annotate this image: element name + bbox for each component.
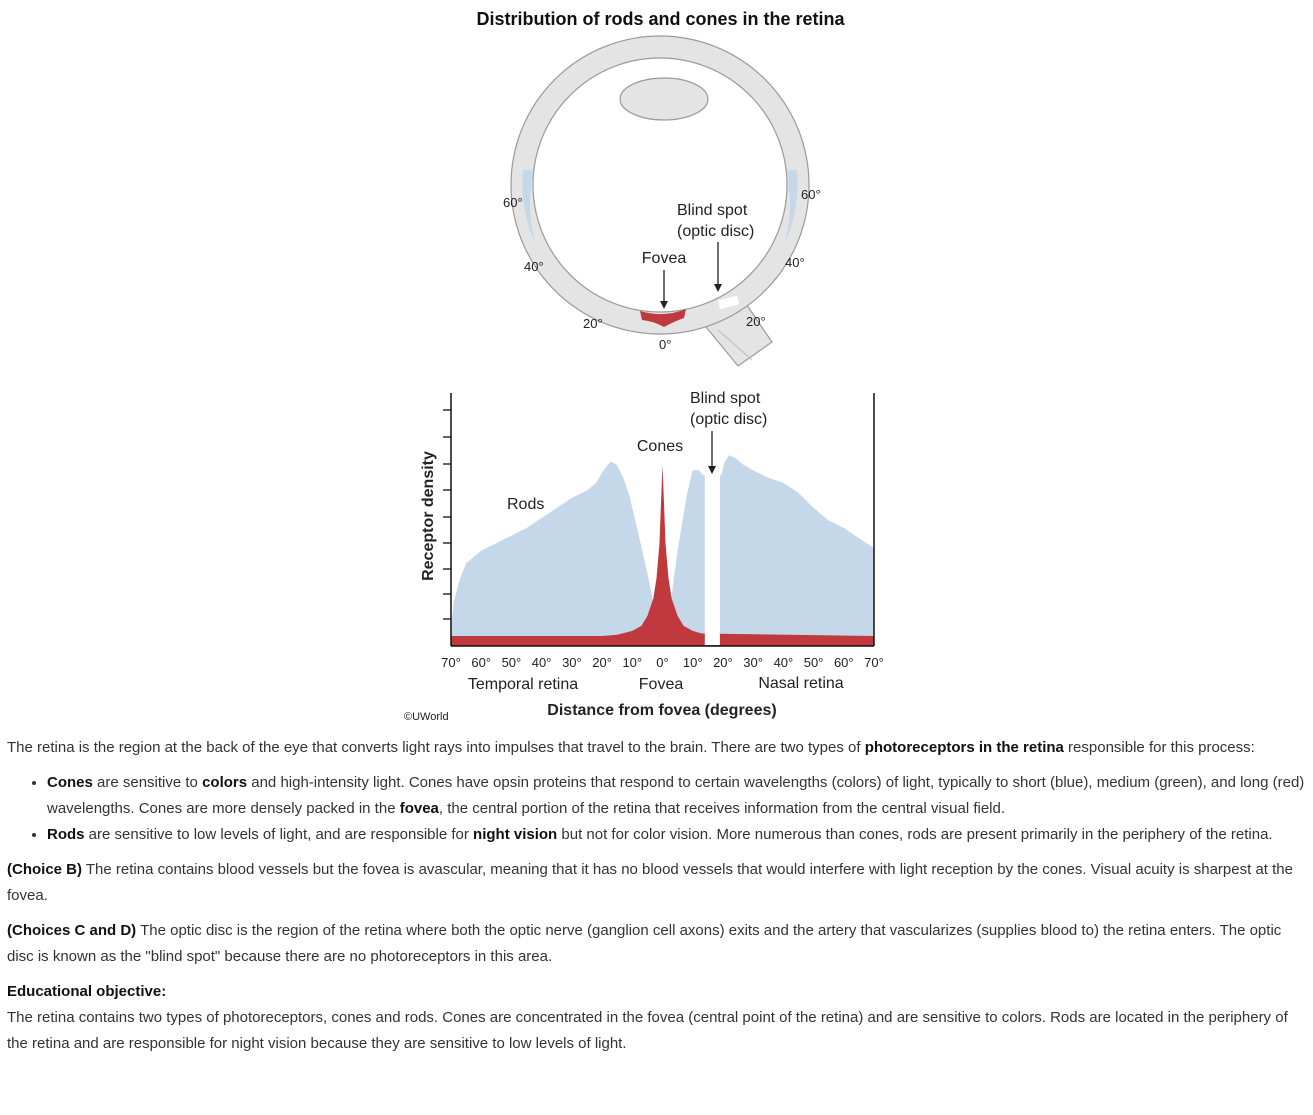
x-tick-label: 20° <box>592 655 612 670</box>
copyright-text: ©UWorld <box>404 711 449 723</box>
emphasis-text: (Choices C and D) <box>7 922 137 939</box>
x-tick-label: 30° <box>743 655 763 670</box>
emphasis-text: colors <box>202 774 248 791</box>
educational-objective-text: The retina contains two types of photoreceptors, cones and rods. Cones are concentrated in the fovea (central point of the retina) and are sensitive to colors. Rods are located in the periphery of the retina and are responsible for night vision because they are sensitive to low levels of light. <box>7 1009 1288 1052</box>
angle-right-40: 40° <box>785 255 805 270</box>
x-tick-label: 10° <box>622 655 643 670</box>
choice-cd-paragraph <box>7 918 1311 970</box>
angle-right-20: 20° <box>746 314 766 329</box>
x-tick-label: 50° <box>501 655 522 670</box>
x-axis-title: Distance from fovea (degrees) <box>547 702 777 719</box>
figure-title: Distribution of rods and cones in the retina <box>476 9 845 29</box>
region-label-nasal: Nasal retina <box>758 675 844 692</box>
x-tick-label: 70° <box>441 655 461 670</box>
emphasis-text: fovea <box>399 800 439 817</box>
x-tick-label: 40° <box>773 655 794 670</box>
body-text: are sensitive to <box>92 774 203 791</box>
educational-objective-heading: Educational objective: <box>7 983 167 1000</box>
lens <box>620 78 708 120</box>
x-tick-label: 60° <box>833 655 854 670</box>
eye-diagram <box>503 36 821 366</box>
emphasis-text: (Choice B) <box>7 861 82 878</box>
body-text: The retina contains blood vessels but the fovea is avascular, meaning that it has no blood vessels that would interfere with light reception by the cones. Visual acuity is sharpest at the fovea. <box>7 861 1293 904</box>
body-text: The retina is the region at the back of the eye that converts light rays into impulses that travel to the brain. There are two types of <box>7 739 865 756</box>
angle-left-40: 40° <box>524 259 544 274</box>
angle-left-20: 20° <box>583 316 603 331</box>
body-text: responsible for this process: <box>1063 739 1255 756</box>
chart-blind-spot-label: Blind spot <box>690 390 761 407</box>
chart-optic-disc-label: (optic disc) <box>690 411 768 428</box>
emphasis-text: night vision <box>473 826 558 843</box>
eye-fovea-label: Fovea <box>641 250 687 267</box>
rods-series-label: Rods <box>507 496 545 513</box>
x-tick-label: 20° <box>713 655 733 670</box>
x-tick-label: 10° <box>682 655 703 670</box>
x-tick-label: 70° <box>864 655 884 670</box>
angle-center-0: 0° <box>659 337 672 352</box>
eye-optic-disc-label: (optic disc) <box>677 223 755 240</box>
body-text: are sensitive to low levels of light, and are responsible for <box>84 826 474 843</box>
angle-right-60: 60° <box>801 187 821 202</box>
x-tick-label: 40° <box>531 655 552 670</box>
cones-series-label: Cones <box>636 438 684 455</box>
blind-spot-gap <box>705 390 720 645</box>
y-axis-title: Receptor density <box>420 451 437 581</box>
x-tick-label: 30° <box>562 655 582 670</box>
intro-paragraph <box>7 735 1311 761</box>
angle-left-60: 60° <box>503 195 523 210</box>
body-text: , the central portion of the retina that receives information from the central visual field. <box>438 800 1006 817</box>
eye-blind-spot-label: Blind spot <box>677 202 748 219</box>
emphasis-text: photoreceptors in the retina <box>864 739 1064 756</box>
x-tick-label: 0° <box>656 655 669 670</box>
body-text: The optic disc is the region of the retina where both the optic nerve (ganglion cell axons) exits and the artery that vascularizes (supplies blood to) the retina enters. The optic disc is known as the "blind spot" because there are no photoreceptors in this area. <box>7 922 1282 965</box>
x-tick-label: 50° <box>803 655 824 670</box>
x-tick-label: 60° <box>471 655 492 670</box>
photoreceptor-list <box>7 770 1311 848</box>
body-text: and high-intensity light. Cones have opsin proteins that respond to certain wavelengths (colors) of light, typically to short (blue), medium (green), and long (red) wavelengths. Cones are more densely packed in the <box>47 774 1305 817</box>
emphasis-text: Rods <box>47 826 85 843</box>
bullet-cones <box>47 770 1311 822</box>
bullet-rods <box>47 822 1311 848</box>
region-label-temporal: Temporal retina <box>467 676 579 693</box>
density-chart <box>404 390 884 723</box>
body-text: but not for color vision. More numerous than cones, rods are present primarily in the periphery of the retina. <box>557 826 1273 843</box>
explanation <box>7 735 1311 1057</box>
emphasis-text: Cones <box>47 774 93 791</box>
choice-b-paragraph <box>7 857 1311 909</box>
region-label-fovea: Fovea <box>638 676 684 693</box>
